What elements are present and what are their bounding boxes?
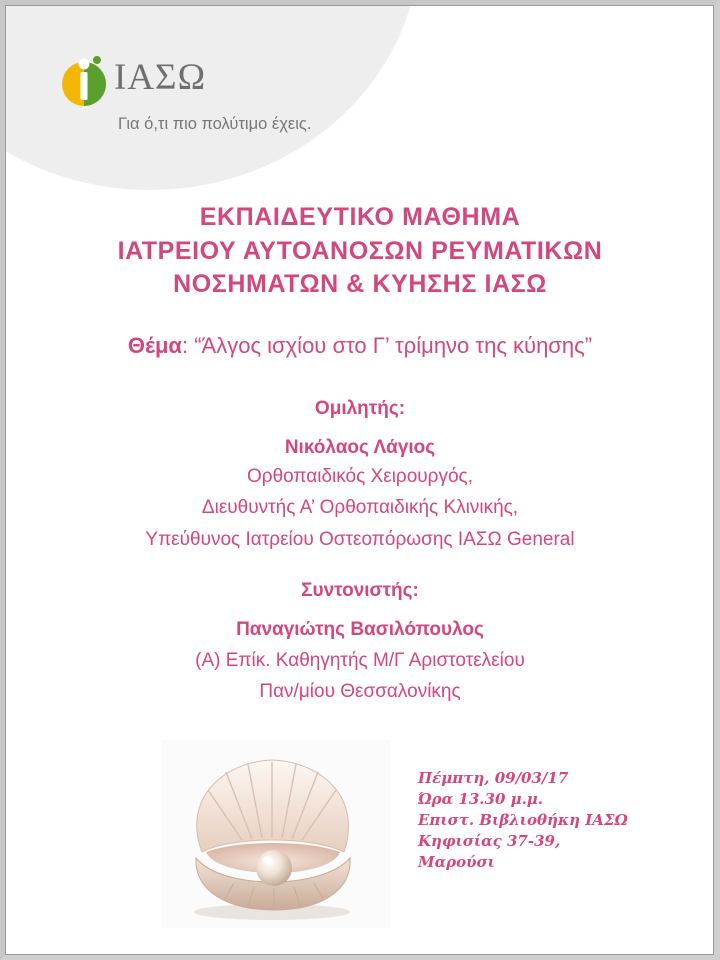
subject-separator: : — [181, 333, 189, 358]
event-city: Μαρούσι — [418, 853, 495, 871]
iaso-logo-mark-icon — [62, 52, 110, 112]
pearl-shell-image — [162, 740, 390, 928]
event-title-line-1: ΕΚΠΑΙΔΕΥΤΙΚΟ ΜΑΘΗΜΑ — [199, 203, 521, 231]
coordinator-title-1: (Α) Επίκ. Καθηγητής Μ/Γ Αριστοτελείου — [195, 650, 525, 671]
shell-illustration-icon — [162, 740, 390, 928]
speaker-title-1: Ορθοπαιδικός Χειρουργός, — [246, 466, 473, 487]
subject-label: Θέμα — [127, 333, 182, 358]
event-title-line-2: ΙΑΤΡΕΙΟΥ ΑΥΤΟΑΝΟΣΩΝ ΡΕΥΜΑΤΙΚΩΝ — [117, 237, 603, 265]
coordinator-heading: Συντονιστής: — [301, 580, 419, 601]
subject-line — [0, 333, 720, 359]
speaker-heading: Ομιλητής: — [314, 398, 406, 419]
coordinator-name: Παναγιώτης Βασιλόπουλος — [236, 619, 484, 640]
event-venue: Επιστ. Βιβλιοθήκη ΙΑΣΩ — [418, 811, 628, 829]
logo-wordmark: ΙΑΣΩ — [114, 57, 207, 98]
event-time: Ώρα 13.30 μ.μ. — [418, 790, 544, 808]
logo-tagline: Για ό,τι πιο πολύτιμο έχεις. — [118, 115, 312, 133]
coordinator-title-2: Παν/μίου Θεσσαλονίκης — [259, 681, 461, 702]
subject-text: “Άλγος ισχίου στο Γ’ τρίμηνο της κύησης” — [194, 333, 593, 358]
speaker-title-2: Διευθυντής Α’ Ορθοπαιδικής Κλινικής, — [201, 497, 519, 518]
event-details — [418, 768, 628, 873]
speaker-name: Νικόλαος Λάγιος — [284, 437, 436, 458]
speaker-title-3: Υπεύθυνος Ιατρείου Οστεοπόρωσης ΙΑΣΩ General — [145, 529, 575, 550]
event-address: Κηφισίας 37-39, — [418, 832, 561, 850]
event-title-line-3: ΝΟΣΗΜΑΤΩΝ & ΚΥΗΣΗΣ ΙΑΣΩ — [173, 270, 547, 298]
event-date: Πέμπτη, 09/03/17 — [418, 769, 569, 787]
